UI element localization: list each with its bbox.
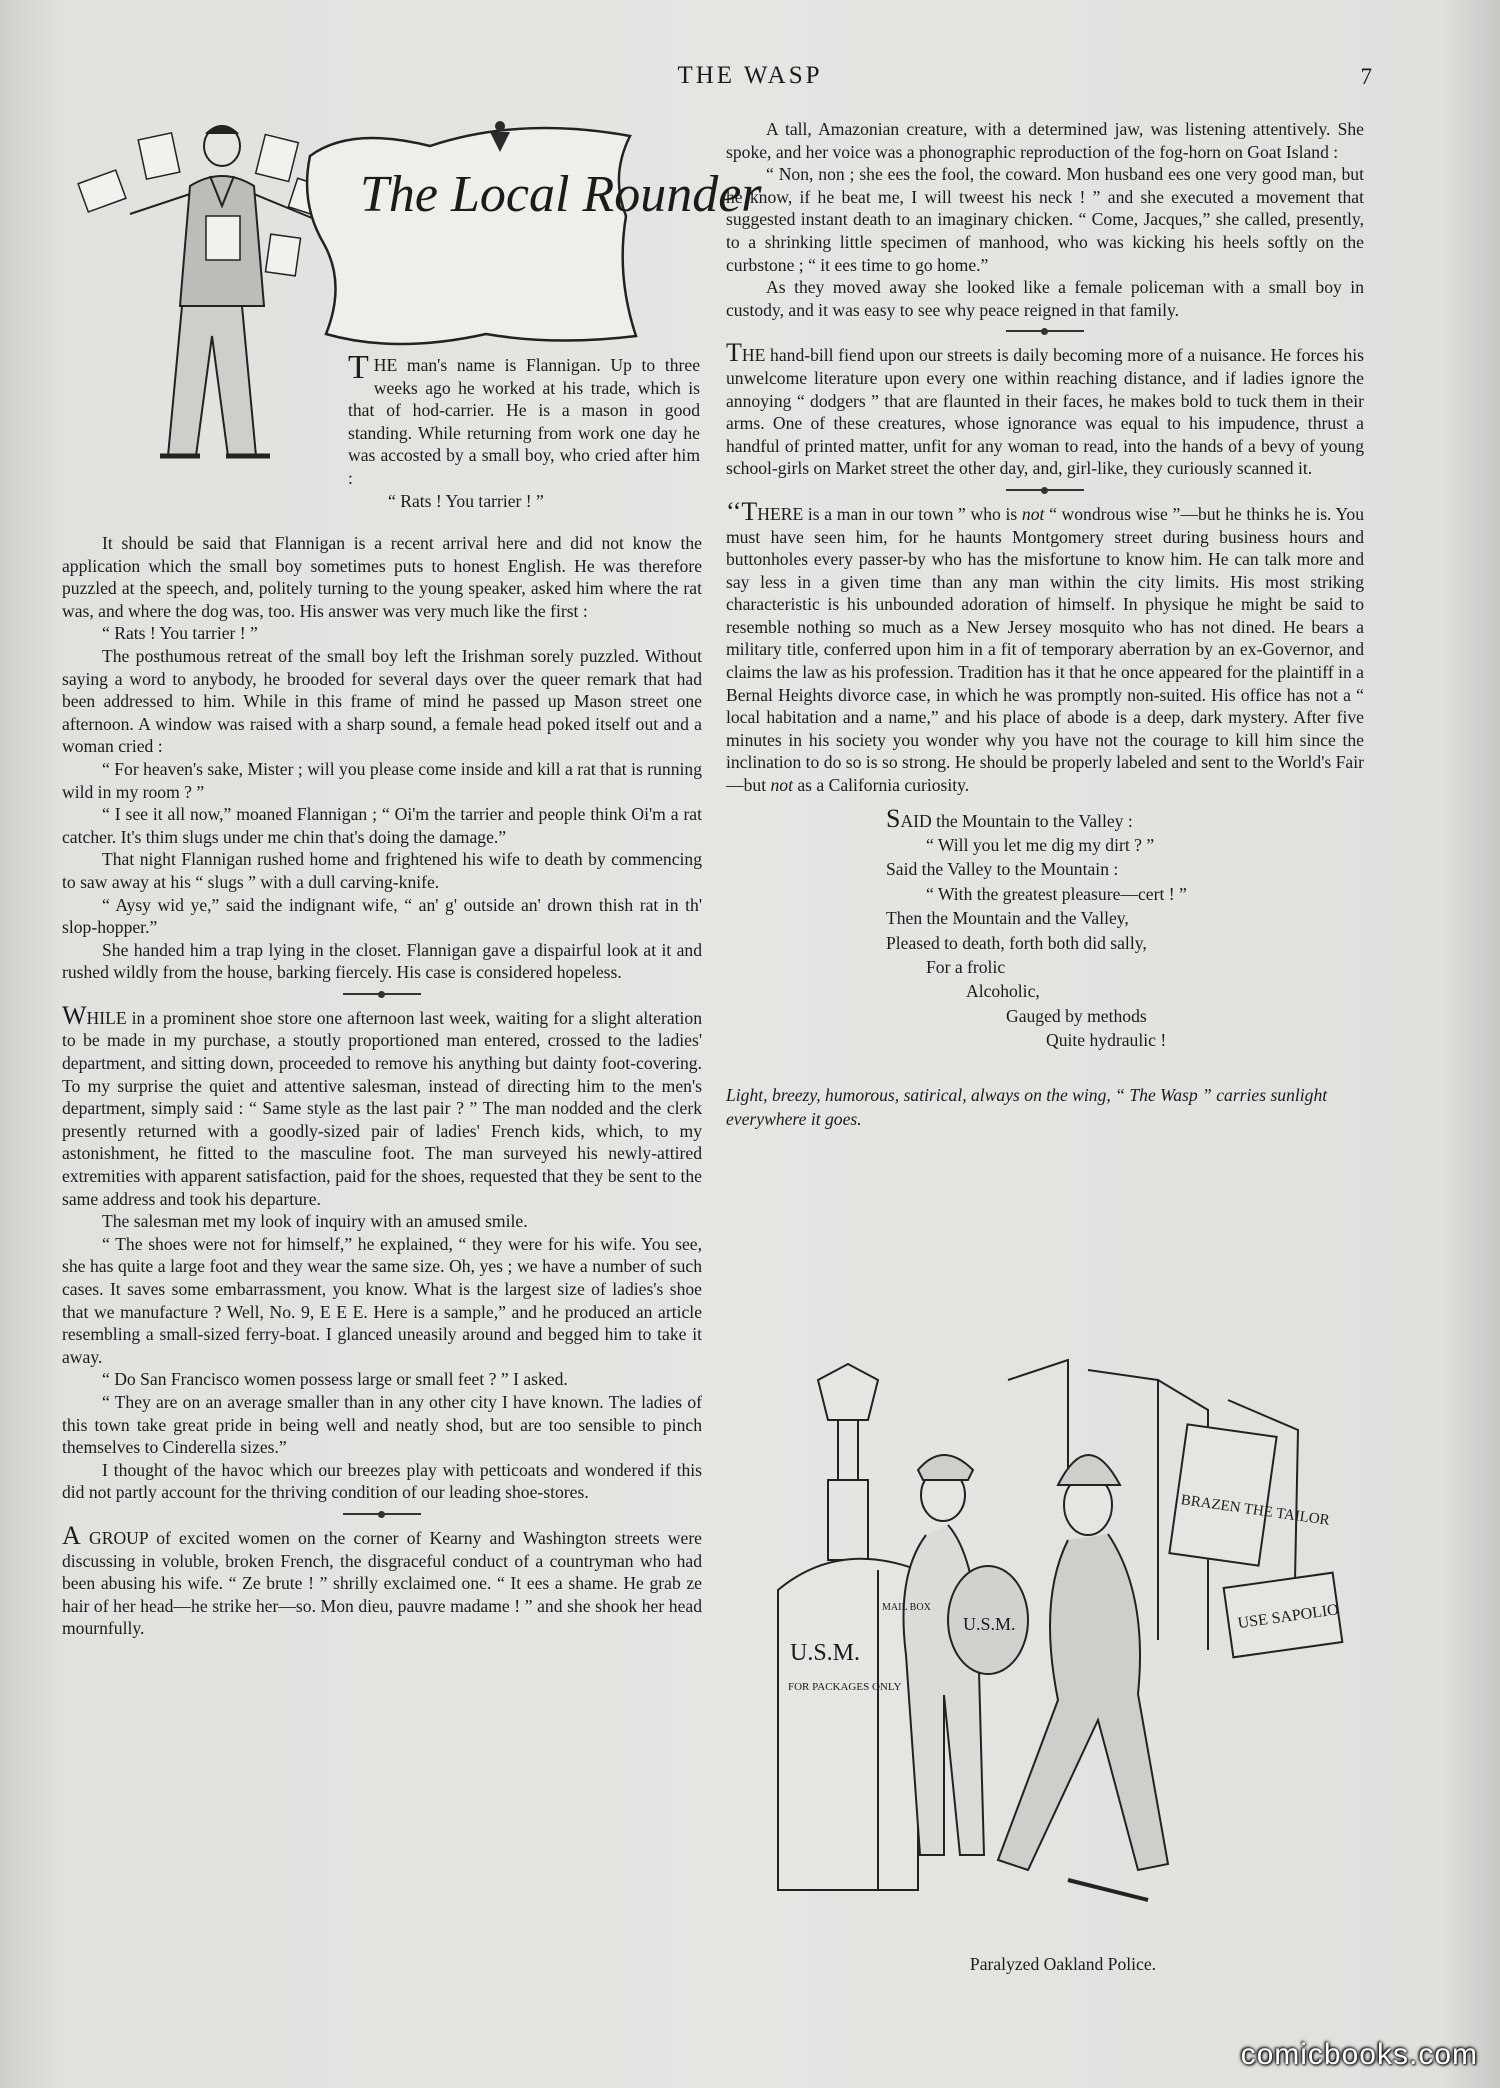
cartoon-caption: Paralyzed Oakland Police. <box>969 1954 1157 1974</box>
section-divider <box>343 993 421 995</box>
verse-line: For a frolic <box>926 957 1006 978</box>
verse-line: “ Will you let me dig my dirt ? ” <box>926 835 1155 856</box>
flannigan-quote: “ Rats ! You tarrier ! ” <box>388 490 544 511</box>
drop-cap-t: ‘‘T <box>726 496 758 526</box>
paragraph: “ They are on an average smaller than in any other city I have known. The ladies of this town take great pride in being well and neatly shod, but are too sensible to pinch themselves to Cinderella sizes.” <box>62 1391 702 1458</box>
paragraph: “ Aysy wid ye,” said the indignant wife, “ an' g' outside an' drown thish rat in th' slop-hopper.” <box>62 894 702 938</box>
french-lead-text: GROUP of excited women on the corner of Kearny and Washington streets were discussing in voluble, broken French, the disgraceful conduct of a countryman who had been abusing his wife. “ Ze brute ! ” shrilly exclaimed one. “ It ees a shame. He grab ze hair of her head—he strike her—so. Mon dieu, pauvre madame ! ” and she shook her head mournfully. <box>62 1527 702 1639</box>
section-divider <box>1006 489 1084 491</box>
page-number: 7 <box>1360 64 1372 89</box>
verse-line-text: AID the Mountain to the Valley : <box>900 810 1133 831</box>
french-lead <box>62 1520 702 1640</box>
lawyer-text-1: HERE is a man in our town ” who is <box>757 503 1022 524</box>
flannigan-opening <box>348 349 700 512</box>
left-column <box>62 532 702 1640</box>
shoes-lead-text: HILE in a prominent shoe store one afternoon last week, waiting for a slight alteration to be made in my purchase, a stoutly proportioned man entered, crossed to the ladies' department, and sitting down, proceeded to remove his anything but dainty foot-covering. To my surprise the quiet and attentive salesman, instead of directing him to the men's department, simply said : “ Same style as the last pair ? ” The man nodded and the clerk presently returned with a goodly-sized pair of ladies' French kids, which, to my astonishment, he fitted to the masculine foot. The man surveyed his newly-attired extremities with apparent satisfaction, paid for the shoes, requested that they be sent to the same address and took his departure. <box>62 1007 702 1209</box>
paragraph: “ Rats ! You tarrier ! ” <box>102 623 258 644</box>
section-divider <box>1006 330 1084 332</box>
drop-cap-w: W <box>62 1000 87 1030</box>
verse-line: Alcoholic, <box>966 981 1040 1002</box>
paragraph: “ The shoes were not for himself,” he explained, “ they were for his wife. You see, she has quite a large foot and they wear the same size. Oh, yes ; we have a number of such cases. It saves some embarrassment, you know. What is the largest size of ladies's shoe that we manufacture ? Well, No. 9, E E E. Here is a sample,” and he produced an article resembling a small-sized ferry-boat. I glanced uneasily around and begged him to take it away. <box>62 1233 702 1367</box>
drop-cap-t: T <box>348 349 369 386</box>
drop-cap-a: A <box>62 1520 81 1550</box>
verse-line: “ With the greatest pleasure—cert ! ” <box>926 883 1187 904</box>
lawyer-story <box>726 496 1365 797</box>
verse-line: Pleased to death, forth both did sally, <box>886 932 1147 953</box>
right-column <box>726 118 1364 1131</box>
shoes-lead <box>62 1000 702 1210</box>
verse-line: Said the Valley to the Mountain : <box>886 859 1119 880</box>
lawyer-emphasis: not <box>770 775 793 796</box>
paragraph: A tall, Amazonian creature, with a determined jaw, was listening attentively. She spoke, and her voice was a phonographic reproduction of the fog-horn on Goat Island : <box>726 119 1364 162</box>
lawyer-text-2: “ wondrous wise ”—but he thinks he is. You must have seen him, for he haunts Montgomery street during business hours and buttonholes every passer-by who has the misfortune to know him. He can talk more and say less in a given time than any man within the city limits. His most striking characteristic is his unbounded adoration of himself. In physique he might be said to resemble nothing so much as a New Jersey mosquito who has not dined. He bears a military title, conferred upon him in a fit of temporary aberration by an ex-Governor, and claims the law as his profession. Tradition has it that he once appeared for the plaintiff in a Bernal Heights divorce case, in which he was promptly non-suited. His office has not a “ local habitation and a name,” and his place of abode is a deep, dark mystery. After five minutes in his society you wonder why you have not the courage to kill him since the inclination to do so is so strong. He should be properly labeled and sent to the World's Fair—but <box>726 503 1365 796</box>
paragraph: It should be said that Flannigan is a recent arrival here and did not know the application which the small boy sometimes puts to honest English. He was therefore puzzled at the speech, and, politely turning to the young speaker, asked him where the rat was, and where the dog was, too. His answer was very much like the first : <box>62 533 702 621</box>
verse-line <box>886 803 1364 833</box>
paragraph: “ I see it all now,” moaned Flannigan ; “ Oi'm the tarrier and people think Oi'm a rat catcher. It's thim slugs under me chin that's doing the damage.” <box>62 804 702 847</box>
paragraph: “ Non, non ; she ees the fool, the coward. Mon husband ees one very good man, but he know, if he beat me, I will tweest his neck ! ” and she executed a movement that suggested instant death to an imaginary chicken. “ Come, Jacques,” she called, presently, to a shrinking little specimen of manhood, who was kicking his heels softly on the curbstone ; “ it ees time to go home.” <box>726 164 1364 275</box>
mailbag-label: U.S.M. <box>963 1614 1016 1634</box>
poster-sapolio: USE SAPOLIO <box>1236 1601 1340 1633</box>
section-divider <box>343 1513 421 1515</box>
lawyer-text-3: as a California curiosity. <box>792 775 970 796</box>
verse-line: Quite hydraulic ! <box>1046 1030 1167 1051</box>
lawyer-emphasis: not <box>1021 503 1045 524</box>
mail-box-sign: MAIL BOX <box>882 1602 931 1613</box>
flannigan-opening-text: HE man's name is Flannigan. Up to three weeks ago he worked at his trade, which is that of hod-carrier. He is a mason in good standing. While returning from work one day he was accosted by a small boy, who cried after him : <box>348 355 700 488</box>
paragraph: That night Flannigan rushed home and frightened his wife to death by commencing to saw away at his “ slugs ” with a dull carving-knife. <box>62 849 702 892</box>
paragraph: As they moved away she looked like a female policeman with a small boy in custody, and it was easy to see why peace reigned in that family. <box>726 277 1364 320</box>
paragraph: The posthumous retreat of the small boy left the Irishman sorely puzzled. Without saying a word to anybody, he brooded for several days over the queer remark that had been addressed to him. While in this frame of mind he passed up Mason street one afternoon. A window was raised with a sharp sound, a female head poked itself out and a woman cried : <box>62 645 702 757</box>
handbill-text: HE hand-bill fiend upon our streets is daily becoming more of a nuisance. He forces his unwelcome literature upon every one within reaching distance, and if ladies ignore the annoying “ dodgers ” that are flaunted in their faces, he makes bold to tuck them in their arms. One of these creatures, whose ignorance was equal to his impudence, thrust a handful of printed matter, unfit for any woman to read, into the hands of a bevy of young school-girls on Market street the other day, and, girl-like, they curiously scanned it. <box>726 345 1364 479</box>
poster-tailor: BRAZEN THE TAILOR <box>1179 1492 1331 1529</box>
paragraph: I thought of the havoc which our breezes play with petticoats and wondered if this did not partly account for the thriving condition of our leading shoe-stores. <box>62 1459 702 1503</box>
running-head: THE WASP <box>677 62 823 89</box>
drop-cap-s: S <box>886 803 901 833</box>
column-title: The Local Rounder <box>360 166 762 223</box>
drop-cap-t: T <box>726 338 742 368</box>
paragraph: “ Do San Francisco women possess large or small feet ? ” I asked. <box>102 1369 568 1390</box>
paragraph: “ For heaven's sake, Mister ; will you please come inside and kill a rat that is running wild in my room ? ” <box>62 758 702 802</box>
handbill-story <box>726 338 1364 480</box>
paragraph: She handed him a trap lying in the closet. Flannigan gave a dispairful look at it and rushed wildly from the house, barking fiercely. His case is considered hopeless. <box>62 939 702 983</box>
paragraph: The salesman met my look of inquiry with an amused smile. <box>102 1211 528 1232</box>
verse <box>886 803 1364 1053</box>
mailbox-sublabel: FOR PACKAGES ONLY <box>788 1681 902 1693</box>
verse-line: Then the Mountain and the Valley, <box>886 908 1129 929</box>
tagline: Light, breezy, humorous, satirical, always on the wing, “ The Wasp ” carries sunlight everywhere it goes. <box>726 1084 1328 1129</box>
cartoon-illustration <box>758 1360 1368 1940</box>
site-watermark: comicbooks.com <box>1240 2038 1478 2071</box>
verse-line: Gauged by methods <box>1006 1005 1147 1026</box>
mailbox-label: U.S.M. <box>790 1640 861 1666</box>
